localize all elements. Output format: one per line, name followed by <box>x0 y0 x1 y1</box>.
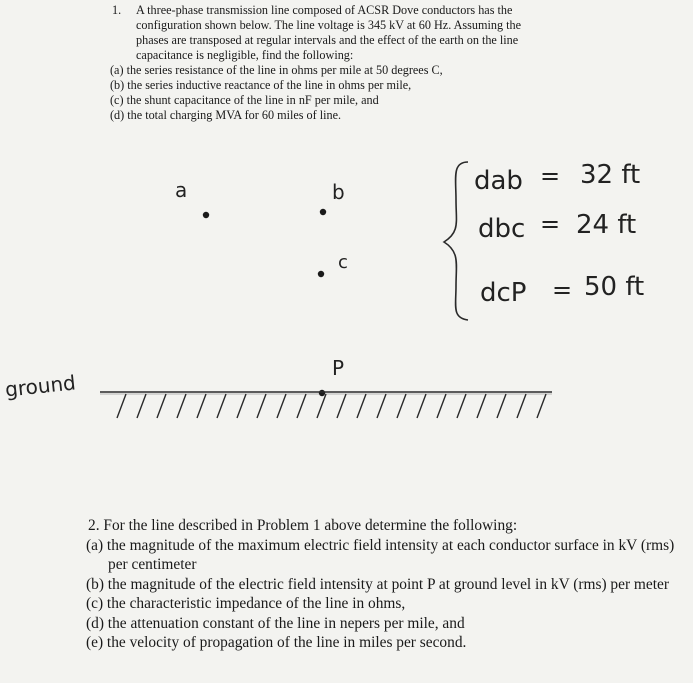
dim-dcp-label: dcP <box>480 278 527 308</box>
problem-2-item-d: (d) the attenuation constant of the line in nepers per mile, and <box>86 614 465 632</box>
label-b: b <box>332 180 345 204</box>
intro-line: A three-phase transmission line composed of ACSR Dove conductors has the <box>136 3 513 17</box>
label-c: c <box>338 252 348 273</box>
problem-2-item-a: (a) the magnitude of the maximum electric field intensity at each conductor surface in kV (rms) per centimeter <box>86 536 675 573</box>
label-p: P <box>332 356 345 380</box>
brace <box>444 162 468 320</box>
dim-dab-label: dab <box>474 166 523 196</box>
ground-hatch <box>117 394 546 418</box>
problem-1-number: 1. <box>112 3 122 17</box>
conductor-b-dot <box>320 209 326 215</box>
dim-dcp-equals: = <box>552 276 573 304</box>
dim-dcp-value: 50 ft <box>584 272 645 302</box>
dim-dbc-equals: = <box>540 210 561 238</box>
problem-1-item-c: (c) the shunt capacitance of the line in nF per mile, and <box>110 93 379 107</box>
problem-1-item-a: (a) the series resistance of the line in ohms per mile at 50 degrees C, <box>110 63 443 77</box>
intro-line: capacitance is negligible, find the following: <box>136 48 354 62</box>
problem-2-item-b: (b) the magnitude of the electric field intensity at point P at ground level in kV (rms) per meter <box>86 575 669 593</box>
intro-line: phases are transposed at regular intervals and the effect of the earth on the line <box>136 33 519 47</box>
problem-1-item-b: (b) the series inductive reactance of the line in ohms per mile, <box>110 78 412 92</box>
problem-2-heading: 2. For the line described in Problem 1 above determine the following: <box>88 517 518 534</box>
intro-line: configuration shown below. The line voltage is 345 kV at 60 Hz. Assuming the <box>136 18 521 32</box>
problem-1-item-d: (d) the total charging MVA for 60 miles of line. <box>110 108 342 122</box>
label-a: a <box>175 178 188 202</box>
dim-dab-equals: = <box>540 162 561 190</box>
problem-2-item-c: (c) the characteristic impedance of the line in ohms, <box>86 595 406 612</box>
conductor-a-dot <box>203 212 209 218</box>
conductor-c-dot <box>318 271 324 277</box>
ground-label: ground <box>3 370 77 402</box>
dim-dbc-label: dbc <box>478 214 526 244</box>
problem-2-item-e: (e) the velocity of propagation of the line in miles per second. <box>86 634 467 651</box>
problem-2 <box>86 516 686 653</box>
dim-dbc-value: 24 ft <box>576 210 637 240</box>
point-p-dot <box>319 390 325 396</box>
dim-dab-value: 32 ft <box>580 160 641 190</box>
